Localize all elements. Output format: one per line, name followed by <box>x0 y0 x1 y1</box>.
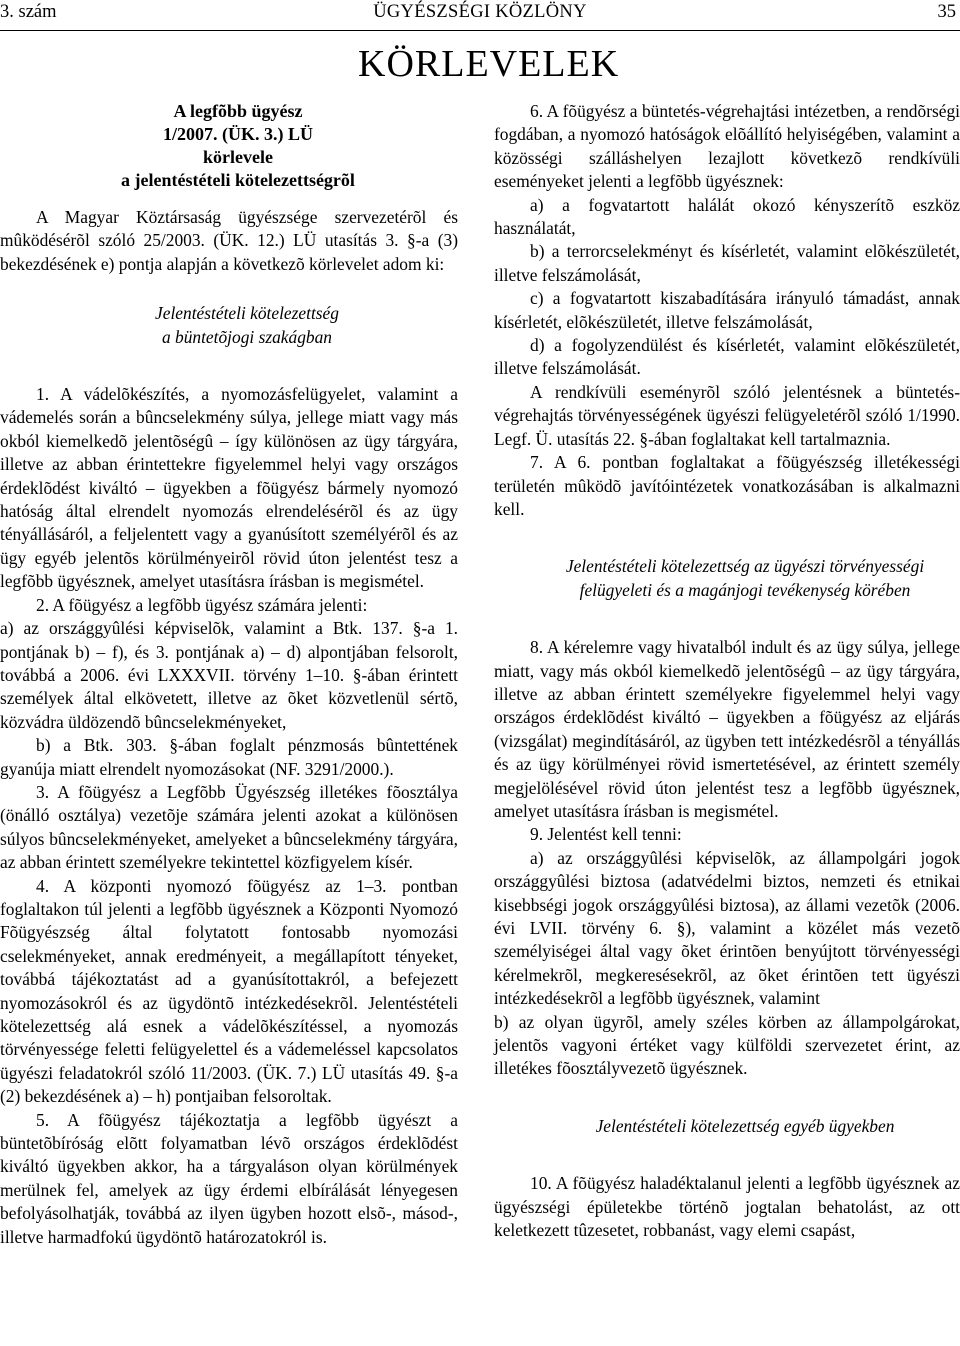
paragraph: d) a fogolyzendülést és kísérletét, valamint elõkészületét, illetve felszámolását. <box>494 335 960 379</box>
paragraph: 3. A fõügyész a Legfõbb Ügyészség illetékes fõosztálya (önálló osztálya) vezetõje számára jelenti azokat a különösen súlyos bûncselekményeket, amelyeket a bûncselekmény tárgyára, az abban érintett személyekre tekintettel közfigyelem kísér. <box>0 781 458 873</box>
paragraph: A rendkívüli eseményrõl szóló jelentésnek a büntetés-végrehajtás törvényességének ügyészi felügyeletérõl szóló 1/1990. Legf. Ü. utasítás 22. §-ában foglaltakat kell tartalmaznia. <box>494 381 960 449</box>
paragraph: 9. Jelentést kell tenni: <box>530 824 682 845</box>
right-column <box>494 100 960 1242</box>
paragraph: a) az országgyûlési képviselõk, valamint a Btk. 137. §-a 1. pontjának b) – f), és 3. pontjának a) – d) alpontjában felsorolt, továbbá a 2006. évi LXXXVII. törvény 1–10. §-ában érintett személyek által elkövetett, illetve az õket közvetlenül sértõ, közvádra üldözendõ bûncselekményeket, <box>0 618 458 732</box>
paragraph: b) a terrorcselekményt és kísérletét, valamint elõkészületét, illetve felszámolását, <box>494 241 960 285</box>
paragraph: 4. A központi nyomozó fõügyész az 1–3. pontban foglaltakon túl jelenti a legfõbb ügyésznek a Központi Nyomozó Fõügyészség által folytatott fontosabb nyomozási cselekményeket, annak eredményeit, a megállapított tényeket, továbbá tájékoztatást ad a gyanúsítottakról, a befejezett nyomozásokról és az ügydöntõ intézkedésekrõl. Jelentéstételi kötelezettség alá esnek a vádelõkészítéssel, a nyomozás törvényessége feletti felügyelettel és a vádemeléssel kapcsolatos ügyészi feladatokról szóló 11/2003. (ÜK. 7.) LÜ utasítás 49. §-a (2) bekezdésének a) – h) pontjaiban felsoroltak. <box>0 875 458 1107</box>
paragraph: 8. A kérelemre vagy hivatalból indult és az ügy súlya, jellege miatt, vagy más okból kiemelkedõ jelentõségû – az ügy tárgyára, illetve az abban érintett személyekre figyelemmel helyi vagy országos érdeklõdést kiváltó – ügyekben a fõügyész az eljárás (vizsgálat) megindításáról, az ügyben tett intézkedésrõl a tényállás és az ügy körülményei rövid ismertetésével, az érintett személy megjelölésével rövid úton jelentést tesz a legfõbb ügyésznek, amelyet utasításra írásban is megismétel. <box>494 637 960 821</box>
subheading: felügyeleti és a magánjogi tevékenység körében <box>579 579 911 600</box>
subheading: Jelentéstételi kötelezettség <box>155 303 339 324</box>
subheading: a büntetõjogi szakágban <box>161 326 333 347</box>
paragraph: c) a fogvatartott kiszabadítására irányuló támadást, annak kísérletét, elõkészületét, illetve felszámolását, <box>494 288 960 332</box>
left-column <box>0 100 458 1249</box>
paragraph: 6. A fõügyész a büntetés-végrehajtási intézetben, a rendõrségi fogdában, a nyomozó hatóságok elõállító helyiségében, valamint a közösségi szálláshelyen lezajlott következõ rendkívüli eseményeket jelenti a legfõbb ügyésznek: <box>494 101 960 192</box>
subheading: Jelentéstételi kötelezettség az ügyészi törvényességi <box>565 556 925 577</box>
issue-number: 3. szám <box>0 2 57 22</box>
paragraph: 1. A vádelõkészítés, a nyomozásfelügyelet, valamint a vádemelés során a bûncselekmény súlya, jellege miatt vagy más okból kiemelkedõ jelentõségû – így különösen az ügy tárgyára, illetve az abban érintettekre figyelemmel helyi vagy országos érdeklõdést kiváltó – ügyekben a fõügyész bármely nyomozó hatóság által elrendelt nyomozás elrendelésérõl és az ügy tényállásáról, a feljelentett vagy a gyanúsított személyérõl és az ügy egyéb jelentõs körülményeirõl rövid úton jelentést tesz a legfõbb ügyésznek, amelyet utasításra írásban is megismétel. <box>0 384 458 592</box>
paragraph: a) a fogvatartott halálát okozó kényszerítõ eszköz használatát, <box>494 194 960 239</box>
document-title <box>0 100 458 192</box>
subheading: Jelentéstételi kötelezettség egyéb ügyekben <box>595 1115 895 1136</box>
header-rule <box>0 30 960 31</box>
paragraph: 2. A fõügyész a legfõbb ügyész számára jelenti: <box>36 594 368 615</box>
title-line: a jelentéstételi kötelezettségrõl <box>121 170 355 190</box>
journal-title: ÜGYÉSZSÉGI KÖZLÖNY <box>373 2 587 22</box>
paragraph: 7. A 6. pontban foglaltakat a fõügyészség illetékességi területén mûködõ javítóintézetek vonatkozásában is alkalmazni kell. <box>494 452 960 519</box>
title-line: körlevele <box>203 147 273 167</box>
paragraph: a) az országgyûlési képviselõk, az állampolgári jogok országgyûlési biztosa (adatvédelmi biztos, nemzeti és etnikai kisebbségi jogok országgyûlési biztosa), az állami vezetõk (2006. évi LVII. törvény 6. §), valamint a közélet más vezetõ személyiségei által vagy õket érintõen benyújtott törvényességi kérelmekrõl, megkeresésekrõl, az õket érintõen tett ügyészi intézkedésekrõl a legfõbb ügyésznek, valamint <box>494 847 960 1009</box>
paragraph: b) a Btk. 303. §-ában foglalt pénzmosás bûntettének gyanúja miatt elrendelt nyomozásokat (NF. 3291/2000.). <box>0 735 458 779</box>
section-title: KÖRLEVELEK <box>358 43 620 85</box>
paragraph: 10. A fõügyész haladéktalanul jelenti a legfõbb ügyésznek az ügyészségi épületekbe történõ jogtalan behatolást, az ott keletkezett tûzesetet, robbanást, vagy elemi csapást, <box>494 1173 960 1241</box>
preamble: A Magyar Köztársaság ügyészsége szervezetérõl és mûködésérõl szóló 25/2003. (ÜK. 12.) LÜ utasítás 3. §-a (3) bekezdésének e) pontja alapján a következõ körlevelet adom ki: <box>0 207 458 274</box>
title-line: 1/2007. (ÜK. 3.) LÜ <box>163 124 313 144</box>
paragraph: b) az olyan ügyrõl, amely széles körben az állampolgárokat, jelentõs vagyoni értéket vagy külföldi szervezetet érint, az illetékes fõosztályvezetõ ügyésznek. <box>494 1011 960 1079</box>
page-number: 35 <box>937 2 956 22</box>
paragraph: 5. A fõügyész tájékoztatja a legfõbb ügyészt a büntetõbíróság elõtt folyamatban lévõ országos érdeklõdést kiváltó ügyekben akkor, ha a tárgyaláson olyan körülmények merülnek fel, amelyek az ügy érdemi elbírálását lényegesen befolyásolhatják, továbbá az ilyen ügyben hozott elsõ-, másod-, illetve harmadfokú ügydöntõ határozatokról is. <box>0 1109 458 1247</box>
title-line: A legfõbb ügyész <box>173 101 303 121</box>
